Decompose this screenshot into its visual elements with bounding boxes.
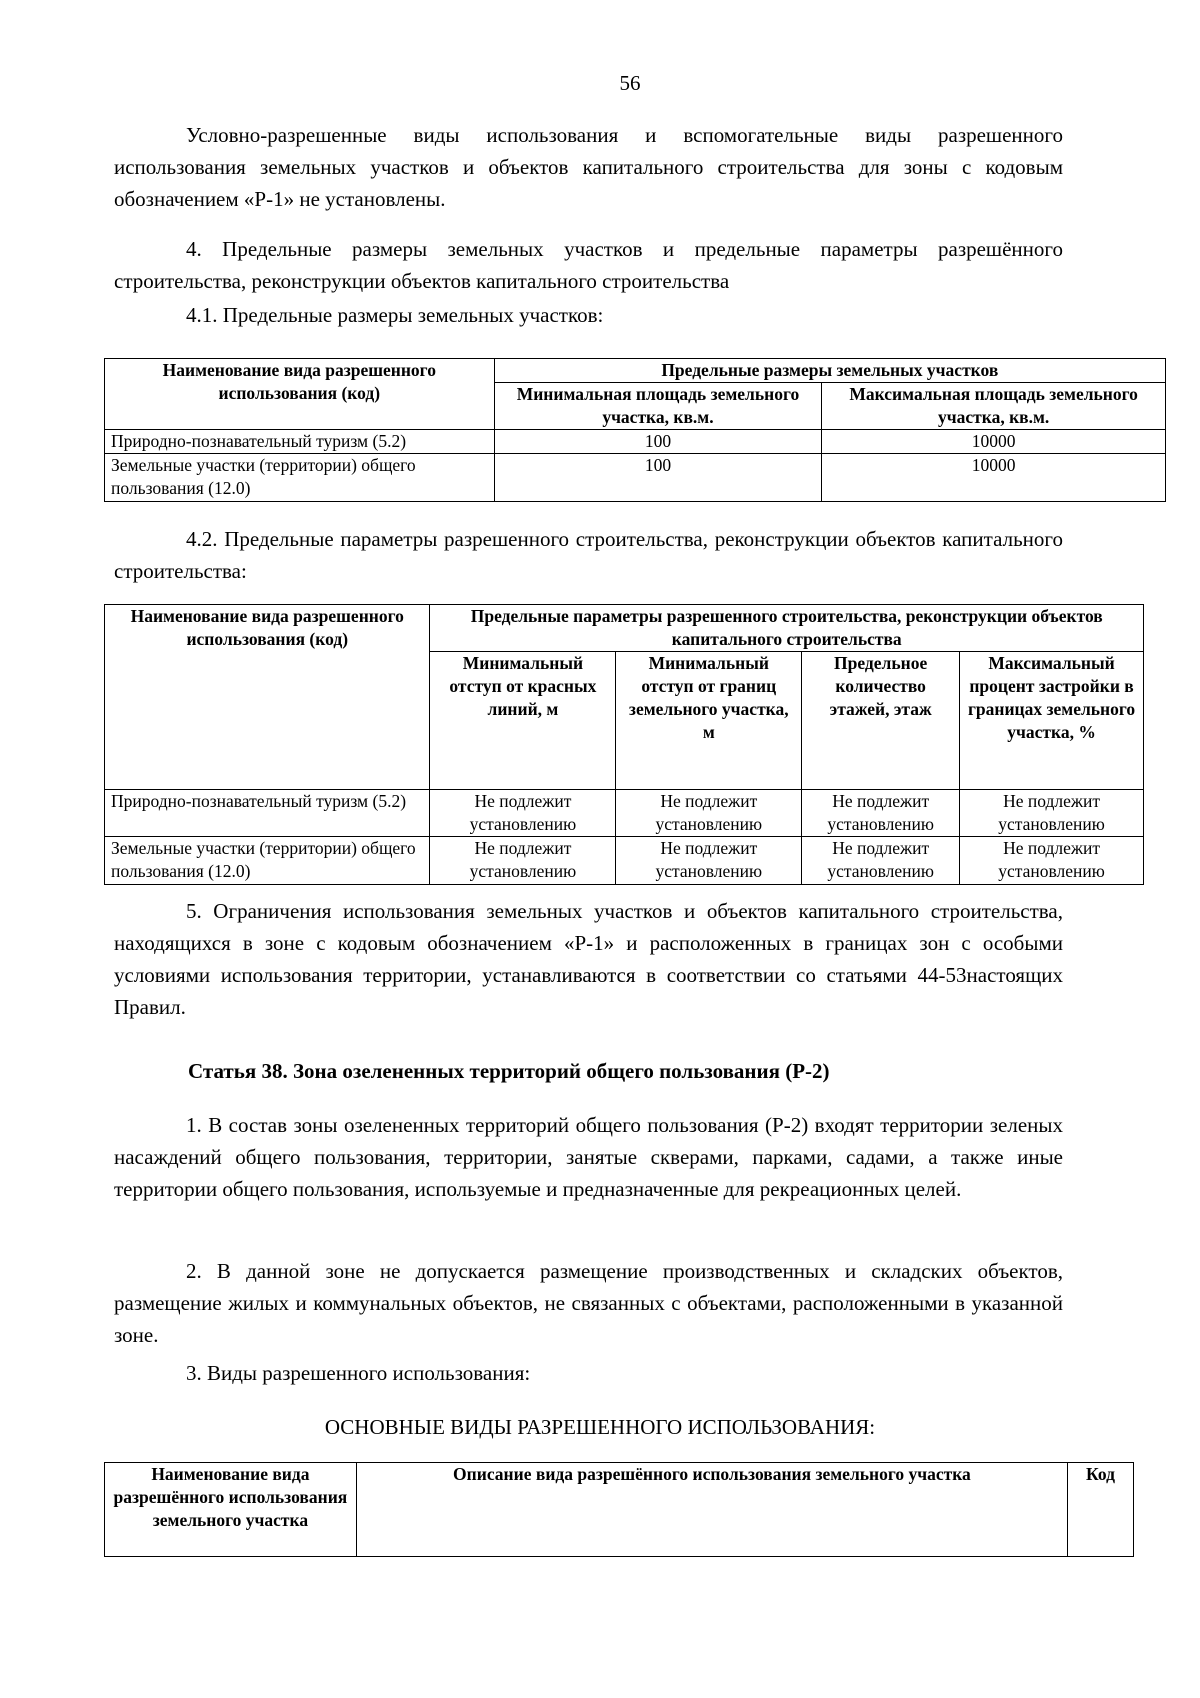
header-cell-name: Наименование вида разрешенного использования (код) [105,605,430,790]
cell-name: Земельные участки (территории) общего пользования (12.0) [105,837,430,884]
header-cell-border-setback: Минимальный отступ от границ земельного участка, м [616,652,802,790]
cell-border-setback: Не подлежит установлению [616,837,802,884]
cell-floors: Не подлежит установлению [802,837,960,884]
article-paragraph-2: 2. В данной зоне не допускается размещение производственных и складских объектов, размещение жилых и коммунальных объектов, не связанных с объектами, расположенными в указанной зоне. [114,1259,1063,1347]
paragraph-4: 4. Предельные размеры земельных участков и предельные параметры разрешённого строительства, реконструкции объектов капитального строительства [114,237,1063,293]
paragraph-5: 5. Ограничения использования земельных участков и объектов капитального строительства, находящихся в зоне с кодовым обозначением «Р-1» и расположенных в границах зон с особыми условиями использования территории, устанавливаются в соответствии со статьями 44-53настоящих Правил. [114,899,1063,1019]
article-heading: Статья 38. Зона озелененных территорий общего пользования (Р-2) [188,1059,830,1083]
cell-name: Земельные участки (территории) общего пользования (12.0) [105,454,495,501]
cell-red-line-setback: Не подлежит установлению [430,837,616,884]
table-row [105,454,1166,501]
table-row [105,837,1144,884]
cell-min-area: 100 [494,430,822,454]
paragraph-4-1: 4.1. Предельные размеры земельных участков: [186,303,604,327]
cell-min-area: 100 [494,454,822,501]
cell-coverage: Не подлежит установлению [960,837,1144,884]
cell-name: Природно-познавательный туризм (5.2) [105,430,495,454]
table-row [105,430,1166,454]
header-cell-coverage: Максимальный процент застройки в границах земельного участка, % [960,652,1144,790]
table-permitted-uses [104,1462,1134,1557]
page-number: 56 [619,71,641,95]
table-header-row [105,605,1144,652]
article-paragraph-3: 3. Виды разрешенного использования: [186,1361,531,1385]
table-header-row [105,359,1166,383]
cell-border-setback: Не подлежит установлению [616,790,802,837]
cell-red-line-setback: Не подлежит установлению [430,790,616,837]
paragraph-4-2: 4.2. Предельные параметры разрешенного строительства, реконструкции объектов капитального строительства: [114,527,1063,583]
table-land-plot-sizes [104,358,1166,502]
header-cell-code: Код [1068,1463,1134,1557]
header-cell-group: Предельные размеры земельных участков [494,359,1165,383]
header-cell-use-name: Наименование вида разрешённого использования земельного участка [105,1463,357,1557]
cell-max-area: 10000 [822,454,1166,501]
header-cell-group: Предельные параметры разрешенного строительства, реконструкции объектов капитального строительства [430,605,1144,652]
cell-name: Природно-познавательный туризм (5.2) [105,790,430,837]
header-cell-name: Наименование вида разрешенного использования (код) [105,359,495,430]
cell-floors: Не подлежит установлению [802,790,960,837]
header-cell-max-area: Максимальная площадь земельного участка, кв.м. [822,383,1166,430]
section-caps-heading: ОСНОВНЫЕ ВИДЫ РАЗРЕШЕННОГО ИСПОЛЬЗОВАНИЯ: [324,1415,876,1439]
table-row [105,790,1144,837]
cell-coverage: Не подлежит установлению [960,790,1144,837]
table-construction-parameters [104,604,1144,885]
cell-max-area: 10000 [822,430,1166,454]
header-cell-floors: Предельное количество этажей, этаж [802,652,960,790]
header-cell-min-area: Минимальная площадь земельного участка, кв.м. [494,383,822,430]
article-paragraph-1: 1. В состав зоны озелененных территорий общего пользования (Р-2) входят территории зеленых насаждений общего пользования, территории, занятые скверами, парками, садами, а также иные территории общего пользования, используемые и предназначенные для рекреационных целей. [114,1113,1063,1201]
header-cell-description: Описание вида разрешённого использования земельного участка [356,1463,1067,1557]
table-header-row [105,1463,1134,1557]
paragraph-intro: Условно-разрешенные виды использования и вспомогательные виды разрешенного использования земельных участков и объектов капитального строительства для зоны с кодовым обозначением «Р-1» не установлены. [114,123,1063,211]
header-cell-red-line-setback: Минимальный отступ от красных линий, м [430,652,616,790]
